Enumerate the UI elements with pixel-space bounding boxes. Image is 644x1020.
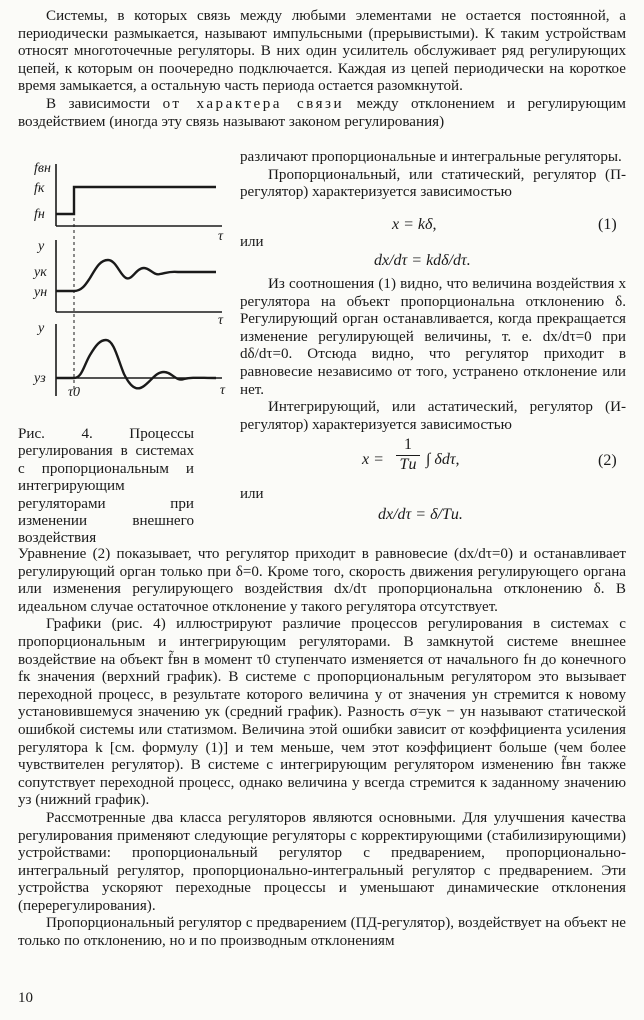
eq2-numerator: 1 (404, 436, 412, 453)
integral-curve (56, 340, 216, 388)
label-tau-2: τ (218, 313, 224, 328)
label-y-2: y (38, 321, 45, 336)
eq2-lhs: x = (362, 451, 384, 468)
label-f-k: fк (34, 181, 45, 196)
p2-spaced: от характера связи (162, 95, 345, 112)
equation-2-number: (2) (598, 452, 617, 469)
paragraph-impulse-systems: Системы, в которых связь между любыми элементами не остается постоянной, а периодически размыкается, называют импульсными (прерывистыми). К таким устройствам относят многоточечные регуляторы. В них один усилитель обслуживает ряд регулирующих цепей, к которым он поочередно подключается. Каждая из цепей периодически на короткое время замыкается, а остальную часть периода остается разомкнутой. (18, 8, 626, 95)
paragraph-proportional: Пропорциональный, или статический, регулятор (П-регулятор) характеризуется зависимостью (240, 166, 626, 201)
label-y-1: y (38, 239, 45, 254)
or-label-1: или (240, 234, 264, 250)
label-y-k: yк (34, 265, 47, 280)
p2-pre: В зависимости (46, 95, 151, 112)
paragraph-relation: Из соотношения (1) видно, что величина воздействия x регулятора на объект пропорциональна отклонению δ. Регулирующий орган останавливается, когда прекращается изменение регулирующей величины, т. е. dx/dτ=0 при dδ/dτ=0. Отсюда видно, что регулятор приходит в равновесие независимо от того, устранено отклонение или нет. (240, 276, 626, 398)
label-y-n: yн (34, 285, 48, 300)
right-col-text-1 (240, 149, 626, 202)
label-tau-1: τ (218, 229, 224, 244)
p2-post: между отклонением и регулирующим воздействием (иногда эту связь называют законом регулирования) (18, 95, 626, 130)
paragraph-integral: Интегрирующий, или астатический, регулятор (И-регулятор) характеризуется зависимостью (240, 399, 626, 433)
paragraph-dependence (18, 96, 626, 131)
label-tau-3: τ (220, 383, 226, 398)
label-tau-0: τ0 (68, 385, 81, 400)
top-text (18, 8, 626, 131)
eq2-fraction (396, 436, 420, 474)
step-curve (56, 187, 216, 214)
figure-caption: Рис. 4. Процессы регулирования в системах с пропорциональным и интегрирующим регуляторами при изменении внешнего воздействия (18, 426, 194, 547)
equation-1-number: (1) (598, 216, 617, 233)
equation-2b: dx/dτ = δ/Tи. (378, 506, 463, 523)
label-f-n: fн (34, 207, 45, 222)
equation-1b: dx/dτ = kdδ/dτ. (374, 252, 471, 269)
p2-continuation: различают пропорциональные и интегральные регуляторы. (240, 149, 622, 165)
paragraph-graphs: Графики (рис. 4) иллюстрируют различие процессов регулирования в системах с пропорциональным и интегрирующим регуляторами. В замкнутой системе внешнее воздействие на объект f̃вн в момент τ0 ступенчато изменяется от начального fн до конечного fк значения (верхний график). В системе с пропорциональным регулятором это вызывает переходной процесс, в результате которого величина y от значения yн стремится к новому установившемуся значению yк (средний график). Разность σ=yк − yн называют статической ошибкой системы или статизмом. Величина этой ошибки зависит от коэффициента усиления регулятора k [см. формулу (1)] и тем меньше, чем этот коэффициент больше (чем более чувствителен регулятор). В системе с интегрирующим регулятором изменению f̃вн также сопутствует переходной процесс, однако величина y всегда стремится к заданному значению yз (нижний график). (18, 616, 626, 809)
page-number: 10 (18, 990, 33, 1006)
label-f-bn: fвн (34, 161, 51, 176)
right-col-text-2 (240, 276, 626, 434)
eq2-rhs: ∫ δdτ, (426, 451, 460, 468)
figure-4 (20, 160, 250, 400)
paragraph-classes: Рассмотренные два класса регуляторов являются основными. Для улучшения качества регулирования применяют следующие регуляторы с корректирующими (стабилизирующими) устройствами: пропорциональный регулятор с предварением, пропорционально-интегральный регулятор, пропорционально-интегральный регулятор с предварением. Эти устройства ускоряют переходные процессы и уменьшают динамические отклонения (перерегулирования). (18, 809, 626, 914)
proportional-curve (56, 260, 216, 291)
paragraph-equation2: Уравнение (2) показывает, что регулятор приходит в равновесие (dx/dτ=0) и останавливает регулирующий орган только при δ=0. Кроме того, скорость движения регулирующего органа или изменения регулирующего воздействия dx/dτ пропорциональна отклонению δ. В идеальном случае остаточное отклонение у такого регулятора отсутствует. (18, 546, 626, 615)
paragraph-pd-regulator: Пропорциональный регулятор с предварением (ПД-регулятор), воздействует на объект не только по отклонению, но и по производным отклонениям (18, 915, 626, 950)
or-label-2: или (240, 486, 264, 502)
eq2-denominator: Tи (399, 456, 417, 473)
bottom-text (18, 546, 626, 951)
label-y-z: yз (34, 371, 46, 386)
equation-1: x = kδ, (392, 216, 437, 233)
